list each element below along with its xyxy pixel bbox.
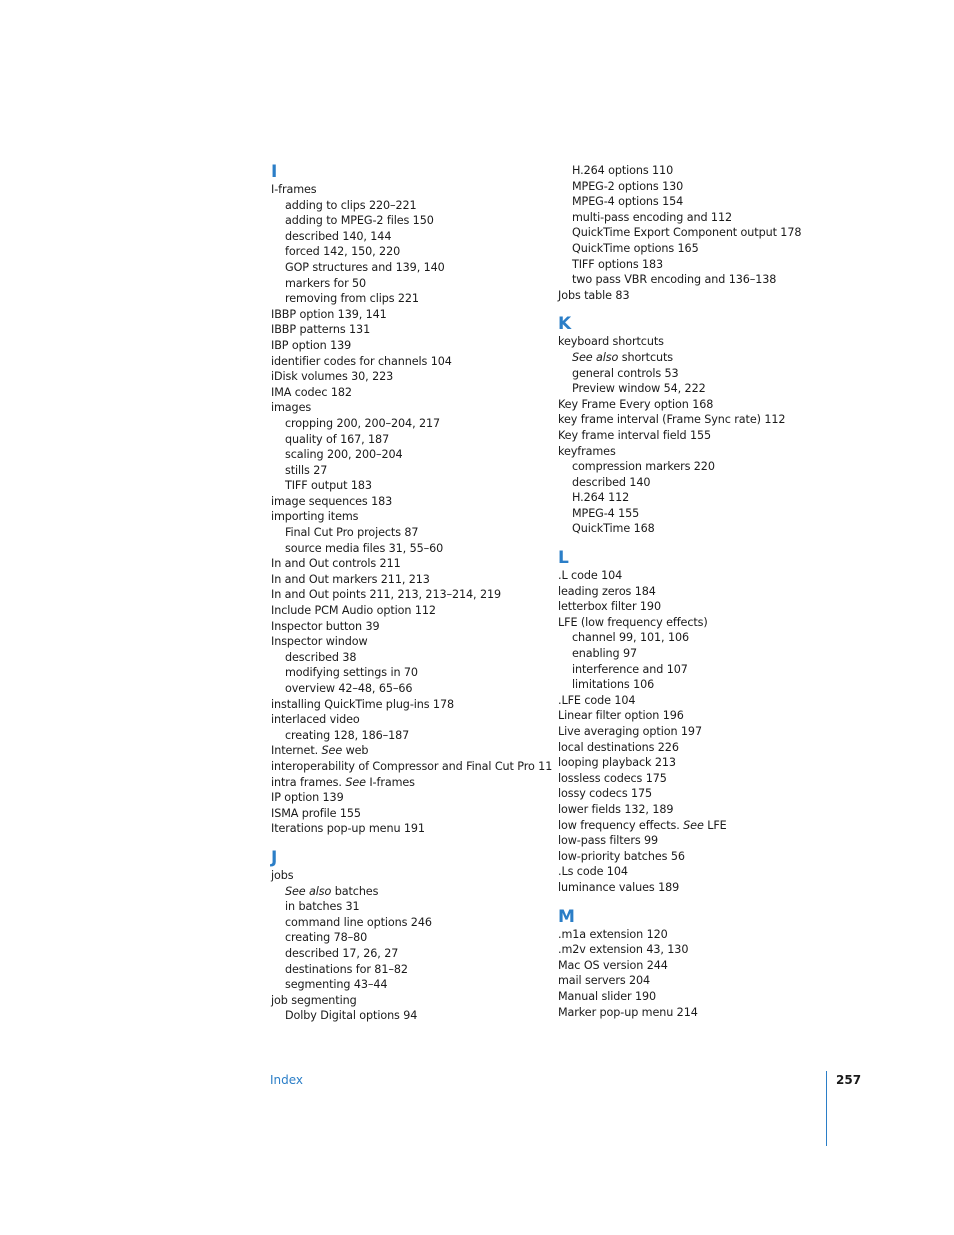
page-number: 257 <box>836 1073 862 1087</box>
index-entry: .m2v extension 43, 130 <box>558 943 689 957</box>
index-subentry: scaling 200, 200–204 <box>285 448 403 462</box>
index-subentry: two pass VBR encoding and 136–138 <box>572 273 777 287</box>
index-subentry: MPEG-4 155 <box>572 506 640 520</box>
index-subentry: quality of 167, 187 <box>285 432 390 446</box>
index-subentry: general controls 53 <box>572 366 679 380</box>
index-entry: Inspector window <box>271 635 368 649</box>
index-entry: In and Out controls 211 <box>271 557 401 571</box>
index-subentry: described 38 <box>285 650 357 664</box>
see-target: web <box>342 744 369 758</box>
index-entry: Jobs table 83 <box>558 288 630 302</box>
index-entry: leading zeros 184 <box>558 584 656 598</box>
index-entry: identifier codes for channels 104 <box>271 354 452 368</box>
index-entry: keyframes <box>558 444 616 458</box>
index-entry: .m1a extension 120 <box>558 927 668 941</box>
index-subentry: creating 128, 186–187 <box>285 728 410 742</box>
index-subentry: Dolby Digital options 94 <box>285 1009 418 1023</box>
index-subentry: destinations for 81–82 <box>285 962 408 976</box>
index-subentry: overview 42–48, 65–66 <box>285 682 413 695</box>
index-subentry: markers for 50 <box>285 276 367 290</box>
index-entry: luminance values 189 <box>558 880 680 894</box>
index-entry: .L code 104 <box>558 569 623 583</box>
index-entry <box>271 743 551 759</box>
index-subentry: QuickTime 168 <box>572 522 655 536</box>
index-subentry: Preview window 54, 222 <box>572 382 706 396</box>
index-entry: Key Frame Every option 168 <box>558 397 714 411</box>
index-subentry: multi-pass encoding and 112 <box>572 210 732 224</box>
index-entry: interoperability of Compressor and Final Cut Pro 11 <box>271 759 553 773</box>
index-section-letter: I <box>271 162 278 182</box>
index-entry: lossy codecs 175 <box>558 787 653 801</box>
index-entry: images <box>271 401 312 415</box>
index-entry: In and Out points 211, 213, 213–214, 219 <box>271 588 502 602</box>
index-subentry: described 140, 144 <box>285 229 392 243</box>
index-subentry: enabling 97 <box>572 647 638 661</box>
index-entry: interlaced video <box>271 713 360 727</box>
index-entry: low-pass filters 99 <box>558 834 659 848</box>
index-column-right <box>558 163 818 1020</box>
index-subentry: channel 99, 101, 106 <box>572 631 689 645</box>
index-subentry: MPEG-2 options 130 <box>572 179 684 193</box>
see-reference: See <box>345 775 366 789</box>
index-section-letter: L <box>558 548 569 569</box>
footer-section-label: Index <box>270 1073 304 1087</box>
see-target: LFE <box>703 818 727 832</box>
index-entry: Manual slider 190 <box>558 989 657 1003</box>
index-column-left <box>271 163 551 1024</box>
index-entry: jobs <box>271 868 294 882</box>
entry-text: Internet. <box>271 744 322 758</box>
index-entry <box>558 818 818 834</box>
index-entry: looping playback 213 <box>558 756 676 770</box>
index-entry: In and Out markers 211, 213 <box>271 572 430 586</box>
index-subentry: command line options 246 <box>285 915 432 929</box>
index-subentry: creating 78–80 <box>285 931 368 945</box>
index-section-letter: M <box>558 906 575 927</box>
see-target: batches <box>331 884 379 898</box>
index-section-letter: K <box>558 314 572 335</box>
index-subentry: segmenting 43–44 <box>285 978 388 992</box>
index-entry: importing items <box>271 510 359 524</box>
index-entry: ISMA profile 155 <box>271 806 361 820</box>
see-reference: See also <box>572 350 619 364</box>
index-entry: lossless codecs 175 <box>558 771 667 785</box>
index-entry: Key frame interval field 155 <box>558 428 712 442</box>
index-entry: .Ls code 104 <box>558 865 628 879</box>
index-subentry: forced 142, 150, 220 <box>285 245 401 259</box>
index-entry: IBBP option 139, 141 <box>271 307 387 321</box>
index-subentry: GOP structures and 139, 140 <box>285 260 445 274</box>
index-subentry: cropping 200, 200–204, 217 <box>285 416 441 430</box>
index-entry: mail servers 204 <box>558 974 651 988</box>
index-subentry: H.264 112 <box>572 491 630 505</box>
index-subentry: modifying settings in 70 <box>285 666 418 680</box>
see-target: I-frames <box>365 775 415 789</box>
index-entry: lower fields 132, 189 <box>558 802 674 816</box>
index-entry: LFE (low frequency effects) <box>558 615 708 629</box>
index-subentry: compression markers 220 <box>572 460 715 474</box>
index-subentry: QuickTime Export Component output 178 <box>572 226 802 240</box>
index-entry: low-priority batches 56 <box>558 849 685 863</box>
index-subentry: TIFF options 183 <box>572 257 664 271</box>
see-target: shortcuts <box>618 350 674 364</box>
index-subentry: H.264 options 110 <box>572 164 674 177</box>
index-entry: I-frames <box>271 183 317 196</box>
index-subentry: described 140 <box>572 475 651 489</box>
index-entry: local destinations 226 <box>558 740 679 754</box>
index-entry: .LFE code 104 <box>558 693 636 707</box>
index-subentry: Final Cut Pro projects 87 <box>285 526 419 540</box>
index-subentry: MPEG-4 options 154 <box>572 195 684 209</box>
index-entry: IMA codec 182 <box>271 385 352 399</box>
index-subentry <box>271 884 551 900</box>
index-subentry: interference and 107 <box>572 662 688 676</box>
index-subentry: QuickTime options 165 <box>572 241 699 255</box>
index-entry: Marker pop-up menu 214 <box>558 1005 698 1019</box>
entry-text: low frequency effects. <box>558 818 684 832</box>
index-subentry: source media files 31, 55–60 <box>285 541 444 555</box>
index-section-letter: J <box>271 847 278 868</box>
index-entry: job segmenting <box>271 993 357 1007</box>
index-entry: Include PCM Audio option 112 <box>271 604 436 618</box>
index-entry: installing QuickTime plug-ins 178 <box>271 697 454 711</box>
index-subentry <box>558 350 818 366</box>
index-entry: IBBP patterns 131 <box>271 323 371 337</box>
index-entry: Iterations pop-up menu 191 <box>271 822 425 836</box>
index-subentry: described 17, 26, 27 <box>285 946 399 960</box>
footer-divider <box>826 1071 827 1146</box>
see-reference: See <box>321 744 343 758</box>
index-entry: IBP option 139 <box>271 338 352 352</box>
index-subentry: limitations 106 <box>572 678 655 692</box>
index-entry: Inspector button 39 <box>271 619 380 633</box>
index-entry: Linear filter option 196 <box>558 709 684 723</box>
index-subentry: in batches 31 <box>285 900 360 914</box>
index-entry: letterbox filter 190 <box>558 600 661 614</box>
index-entry: Mac OS version 244 <box>558 958 668 972</box>
index-entry <box>271 775 551 791</box>
index-subentry: removing from clips 221 <box>285 292 419 306</box>
entry-text: intra frames. <box>271 775 346 789</box>
see-reference: See <box>683 818 704 832</box>
index-subentry: TIFF output 183 <box>285 479 372 493</box>
index-entry: Live averaging option 197 <box>558 725 702 738</box>
index-entry: IP option 139 <box>271 791 344 805</box>
see-reference: See also <box>285 884 332 898</box>
index-entry: iDisk volumes 30, 223 <box>271 370 394 384</box>
index-subentry: stills 27 <box>285 463 328 477</box>
index-entry: image sequences 183 <box>271 494 393 508</box>
index-entry: key frame interval (Frame Sync rate) 112 <box>558 413 786 427</box>
index-entry: keyboard shortcuts <box>558 335 664 349</box>
index-subentry: adding to MPEG-2 files 150 <box>285 214 434 228</box>
index-subentry: adding to clips 220–221 <box>285 198 417 212</box>
